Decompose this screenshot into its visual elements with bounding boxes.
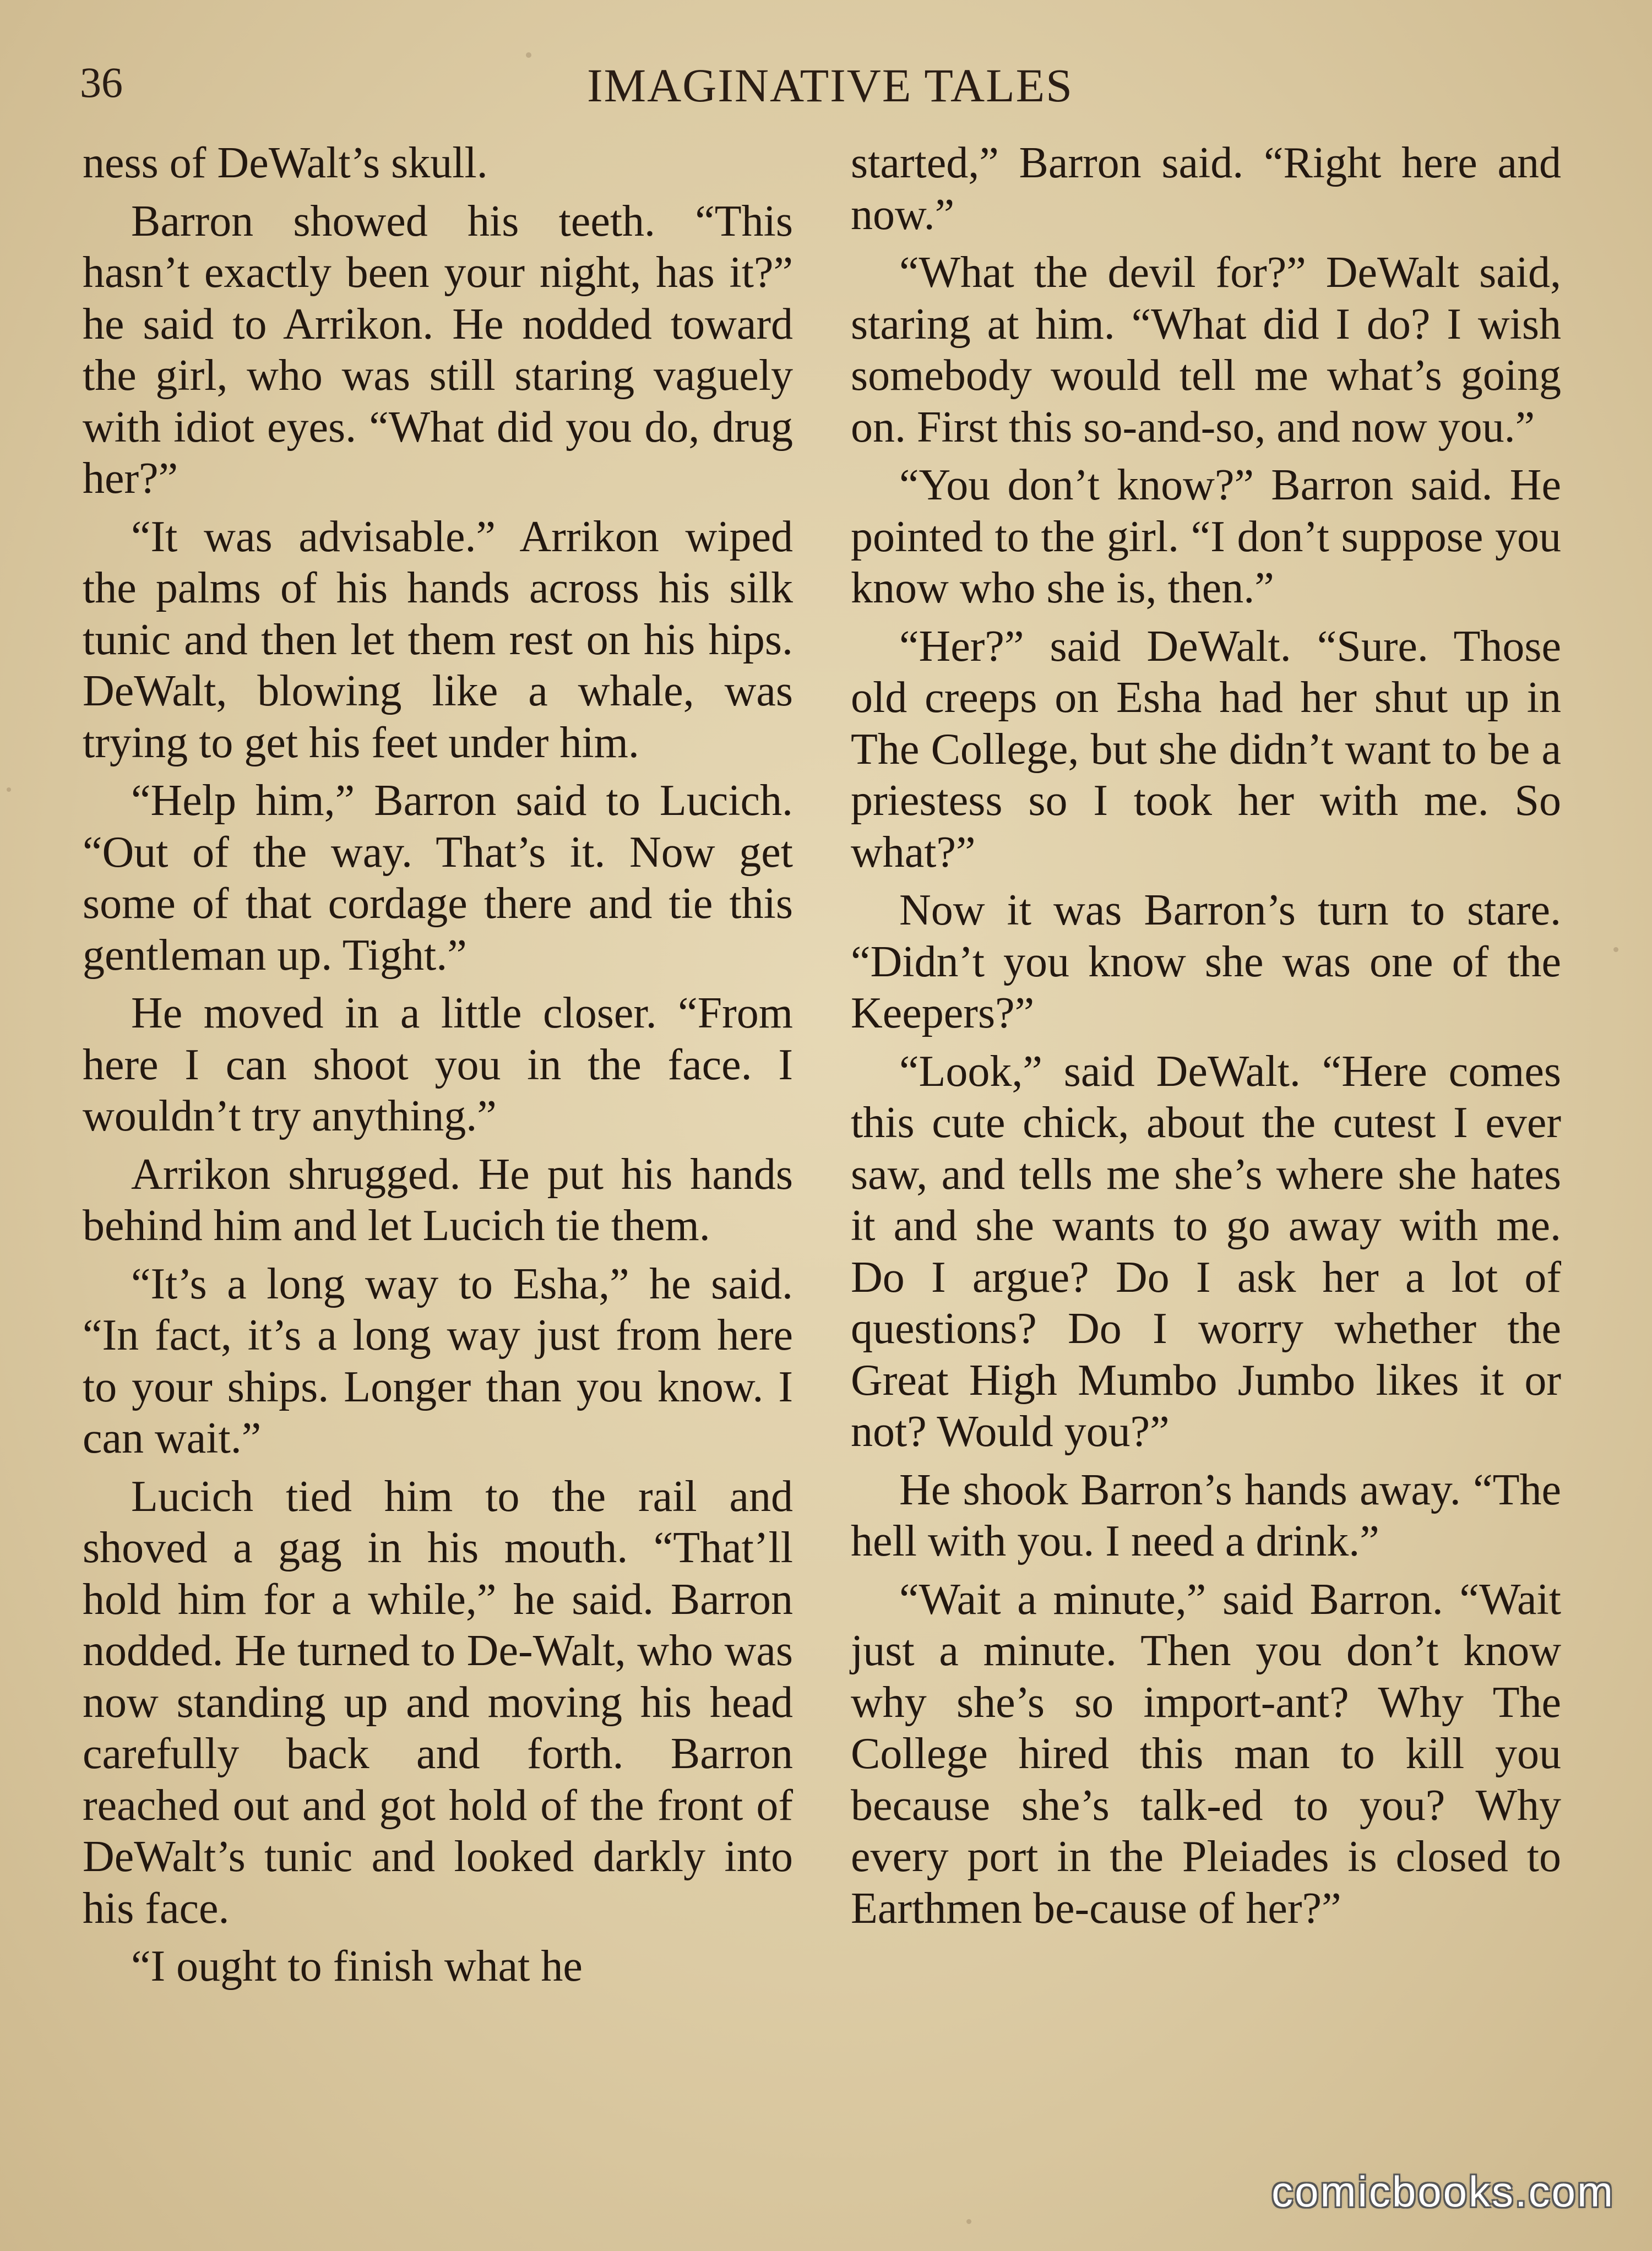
paragraph: “Help him,” Barron said to Lucich. “Out of the way. That’s it. Now get some of that cordage there and tie this gentleman up. Tight.” (83, 776, 793, 980)
paragraph: Lucich tied him to the rail and shoved a gag in his mouth. “That’ll hold him for a while,” he said. Barron nodded. He turned to De-Walt, who was now standing up and moving his head carefully back and forth. Barron reached out and got hold of the front of DeWalt’s tunic and looked darkly into his face. (83, 1472, 793, 1933)
paragraph: Arrikon shrugged. He put his hands behind him and let Lucich tie them. (83, 1150, 793, 1250)
paragraph: Barron showed his teeth. “This hasn’t exactly been your night, has it?” he said to Arrikon. He nodded toward the girl, who was still staring vaguely with idiot eyes. “What did you do, drug her?” (83, 197, 793, 503)
page-number: 36 (80, 58, 123, 106)
paragraph: ness of DeWalt’s skull. (83, 139, 488, 187)
paper-speck (966, 2219, 971, 2224)
paper-speck (526, 52, 531, 58)
running-head-title: IMAGINATIVE TALES (586, 59, 1074, 112)
paragraph: He shook Barron’s hands away. “The hell with you. I need a drink.” (851, 1465, 1561, 1565)
paragraph: “What the devil for?” DeWalt said, staring at him. “What did I do? I wish somebody would tell me what’s going on. First this so-and-so, and now you.” (851, 248, 1561, 452)
paragraph: started,” Barron said. “Right here and now.” (851, 139, 1561, 239)
right-column (851, 138, 1561, 1941)
paragraph: “It’s a long way to Esha,” he said. “In fact, it’s a long way just from here to your ships. Longer than you know. I can wait.” (83, 1259, 793, 1462)
paragraph: He moved in a little closer. “From here I can shoot you in the face. I wouldn’t try anything.” (83, 989, 793, 1140)
paragraph: “Look,” said DeWalt. “Here comes this cute chick, about the cutest I ever saw, and tells me she’s where she hates it and she wants to go away with me. Do I argue? Do I ask her a lot of questions? Do I worry whether the Great High Mumbo Jumbo likes it or not? Would you?” (851, 1047, 1561, 1456)
paragraph: “Her?” said DeWalt. “Sure. Those old creeps on Esha had her shut up in The College, but she didn’t want to be a priestess so I took her with me. So what?” (851, 622, 1561, 877)
paragraph: “Wait a minute,” said Barron. “Wait just a minute. Then you don’t know why she’s so import-ant? Why The College hired this man to kill you because she’s talk-ed to you? Why every port in the Pleiades is closed to Earthmen be-cause of her?” (851, 1575, 1561, 1933)
paragraph: Now it was Barron’s turn to stare. “Didn’t you know she was one of the Keepers?” (851, 886, 1561, 1037)
paragraph: “You don’t know?” Barron said. He pointed to the girl. “I don’t suppose you know who she is, then.” (851, 461, 1561, 612)
paper-speck (1613, 947, 1618, 952)
paragraph: “I ought to finish what he (131, 1942, 583, 1991)
left-column (83, 138, 793, 1999)
paper-speck (7, 787, 11, 792)
page-header (80, 52, 1580, 118)
watermark: comicbooks.com (1271, 2167, 1615, 2216)
paragraph: “It was advisable.” Arrikon wiped the palms of his hands across his silk tunic and then let them rest on his hips. DeWalt, blowing like a whale, was trying to get his feet under him. (83, 512, 793, 767)
